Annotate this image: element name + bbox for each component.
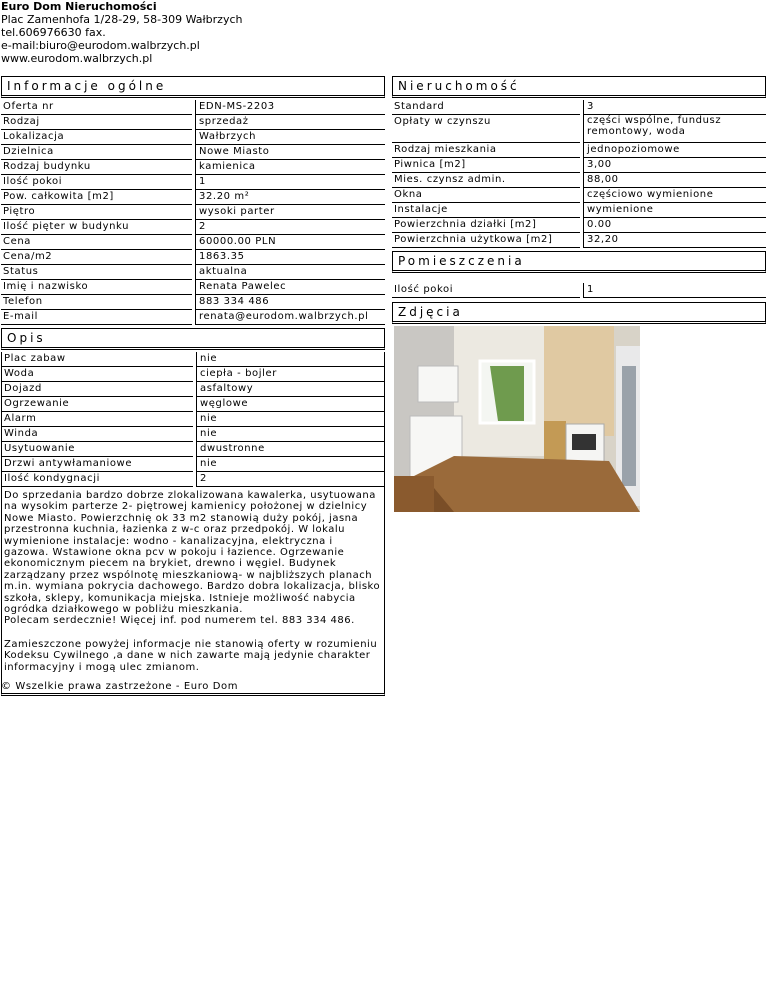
general-row-location: [1, 130, 385, 145]
row-value: wymienione: [583, 203, 766, 218]
copyright-footer: © Wszelkie prawa zastrzeżone - Euro Dom: [1, 681, 239, 692]
row-label: Rodzaj: [1, 115, 192, 130]
row-label: Instalacje: [392, 203, 580, 218]
property-row-apartment-type: [392, 143, 766, 158]
row-label: Rodzaj mieszkania: [392, 143, 580, 158]
row-label: Mies. czynsz admin.: [392, 173, 580, 188]
row-value: 60000.00 PLN: [195, 235, 385, 250]
row-value: EDN-MS-2203: [195, 100, 385, 115]
opis-row-storeys: [2, 472, 384, 487]
description-section-title: Opis: [1, 328, 385, 350]
property-row-windows: [392, 188, 766, 203]
row-label: Woda: [2, 367, 193, 382]
property-row-plot-area: [392, 218, 766, 233]
general-row-status: [1, 265, 385, 280]
opis-row-orientation: [2, 442, 384, 457]
general-row-floors-in-building: [1, 220, 385, 235]
opis-row-security-door: [2, 457, 384, 472]
row-label: Ilość kondygnacji: [2, 472, 193, 487]
apartment-photo[interactable]: [394, 326, 640, 512]
row-value: Renata Pawelec: [195, 280, 385, 295]
general-row-total-area: [1, 190, 385, 205]
general-section-title: Informacje ogólne: [1, 76, 385, 98]
right-column: [392, 76, 766, 516]
general-row-offer-number: [1, 100, 385, 115]
row-value: nie: [196, 427, 384, 442]
left-column: [1, 76, 385, 696]
row-label: E-mail: [1, 310, 192, 325]
property-row-standard: [392, 100, 766, 115]
row-label: Winda: [2, 427, 193, 442]
row-value: asfaltowy: [196, 382, 384, 397]
row-label: Ilość pokoi: [1, 175, 192, 190]
row-value: części wspólne, fundusz remontowy, woda: [583, 115, 766, 143]
general-row-email: [1, 310, 385, 325]
property-section-title: Nieruchomość: [392, 76, 766, 98]
row-value: Nowe Miasto: [195, 145, 385, 160]
opis-row-water: [2, 367, 384, 382]
photos-section-title: Zdjęcia: [392, 302, 766, 324]
row-label: Powierzchnia użytkowa [m2]: [392, 233, 580, 248]
row-value: częściowo wymienione: [583, 188, 766, 203]
company-phone: tel.606976630 fax.: [1, 26, 106, 39]
row-value: nie: [196, 352, 384, 367]
row-label: Pow. całkowita [m2]: [1, 190, 192, 205]
opis-row-access-road: [2, 382, 384, 397]
row-value: 0.00: [583, 218, 766, 233]
property-row-rent-includes: [392, 115, 766, 143]
row-value: sprzedaż: [195, 115, 385, 130]
row-label: Ilość pokoi: [392, 283, 580, 298]
company-name: Euro Dom Nieruchomości: [1, 0, 157, 13]
row-label: Cena: [1, 235, 192, 250]
general-row-price-per-m2: [1, 250, 385, 265]
row-label: Drzwi antywłamaniowe: [2, 457, 193, 472]
row-value: 883 334 486: [195, 295, 385, 310]
property-info-table: [392, 100, 766, 248]
property-row-installations: [392, 203, 766, 218]
opis-row-heating: [2, 397, 384, 412]
rooms-row-count: [392, 283, 766, 298]
row-label: Imię i nazwisko: [1, 280, 192, 295]
general-row-building-type: [1, 160, 385, 175]
row-label: Ogrzewanie: [2, 397, 193, 412]
rooms-section-title: Pomieszczenia: [392, 251, 766, 273]
property-row-basement: [392, 158, 766, 173]
row-value: 32,20: [583, 233, 766, 248]
row-label: Oferta nr: [1, 100, 192, 115]
description-box: [1, 352, 385, 696]
row-label: Plac zabaw: [2, 352, 193, 367]
general-row-price: [1, 235, 385, 250]
row-value: Wałbrzych: [195, 130, 385, 145]
opis-row-alarm: [2, 412, 384, 427]
row-label: Cena/m2: [1, 250, 192, 265]
row-label: Lokalizacja: [1, 130, 192, 145]
row-label: Ilość pięter w budynku: [1, 220, 192, 235]
property-row-monthly-rent: [392, 173, 766, 188]
row-value: wysoki parter: [195, 205, 385, 220]
general-row-phone: [1, 295, 385, 310]
row-label: Rodzaj budynku: [1, 160, 192, 175]
row-label: Alarm: [2, 412, 193, 427]
row-value: nie: [196, 412, 384, 427]
company-header: [1, 0, 242, 65]
row-value: aktualna: [195, 265, 385, 280]
row-label: Dzielnica: [1, 145, 192, 160]
row-label: Standard: [392, 100, 580, 115]
row-value: ciepła - bojler: [196, 367, 384, 382]
listing-description: [2, 487, 384, 673]
row-value: nie: [196, 457, 384, 472]
disclaimer-text: Zamieszczone powyżej informacje nie stanowią oferty w rozumieniu Kodeksu Cywilnego ,a dane w nich zawarte mają jedynie charakter informacyjny i mogą ulec zmianom.: [4, 638, 378, 673]
agent-email-link[interactable]: renata@eurodom.walbrzych.pl: [195, 310, 385, 325]
property-row-usable-area: [392, 233, 766, 248]
general-row-district: [1, 145, 385, 160]
general-info-table: [1, 100, 385, 325]
row-label: Piwnica [m2]: [392, 158, 580, 173]
row-label: Piętro: [1, 205, 192, 220]
row-label: Status: [1, 265, 192, 280]
general-row-agent-name: [1, 280, 385, 295]
row-label: Dojazd: [2, 382, 193, 397]
row-label: Telefon: [1, 295, 192, 310]
general-row-rooms: [1, 175, 385, 190]
row-value: 1: [583, 283, 766, 298]
row-value: węglowe: [196, 397, 384, 412]
row-value: 3: [583, 100, 766, 115]
row-value: dwustronne: [196, 442, 384, 457]
row-value: kamienica: [195, 160, 385, 175]
opis-row-playground: [2, 352, 384, 367]
row-label: Powierzchnia działki [m2]: [392, 218, 580, 233]
row-value: 1863.35: [195, 250, 385, 265]
row-value: 32.20 m²: [195, 190, 385, 205]
row-value: 88,00: [583, 173, 766, 188]
company-address: Plac Zamenhofa 1/28-29, 58-309 Wałbrzych: [1, 13, 243, 26]
general-row-floor: [1, 205, 385, 220]
row-value: 3,00: [583, 158, 766, 173]
company-website: www.eurodom.walbrzych.pl: [1, 52, 153, 65]
description-closing: Polecam serdecznie! Więcej inf. pod numerem tel. 883 334 486.: [4, 615, 355, 627]
opis-row-elevator: [2, 427, 384, 442]
row-label: Usytuowanie: [2, 442, 193, 457]
company-email: e-mail:biuro@eurodom.walbrzych.pl: [1, 39, 200, 52]
row-value: jednopoziomowe: [583, 143, 766, 158]
general-row-type: [1, 115, 385, 130]
row-value: 2: [196, 472, 384, 487]
row-label: Opłaty w czynszu: [392, 115, 580, 143]
row-label: Okna: [392, 188, 580, 203]
row-value: 1: [195, 175, 385, 190]
row-value: 2: [195, 220, 385, 235]
description-text: Do sprzedania bardzo dobrze zlokalizowana kawalerka, usytuowana na wysokim parterze 2- piętrowej kamienicy położonej w dzielnicy Nowe Miasto. Powierzchnię ok 33 m2 stanowią duży pokój, jasna przestronna kuchnia, łazienka z w-c oraz przedpokój. W lokalu wymienione instalacje: wodno - kanalizacyjna, elektryczna i gazowa. Wstawione okna pcv w pokoju i łazience. Ogrzewanie ekonomicznym piecem na brykiet, drewno i węgiel. Budynek zarządzany przez wspólnotę mieszkaniową- w najbliższych planach m.in. wymiana pokrycia dachowego. Bardzo dobra lokalizacja, blisko szkoła, sklepy, komunikacja miejska. Istnieje możliwość nabycia ogródka działkowego w pobliżu mieszkania.: [4, 490, 381, 616]
